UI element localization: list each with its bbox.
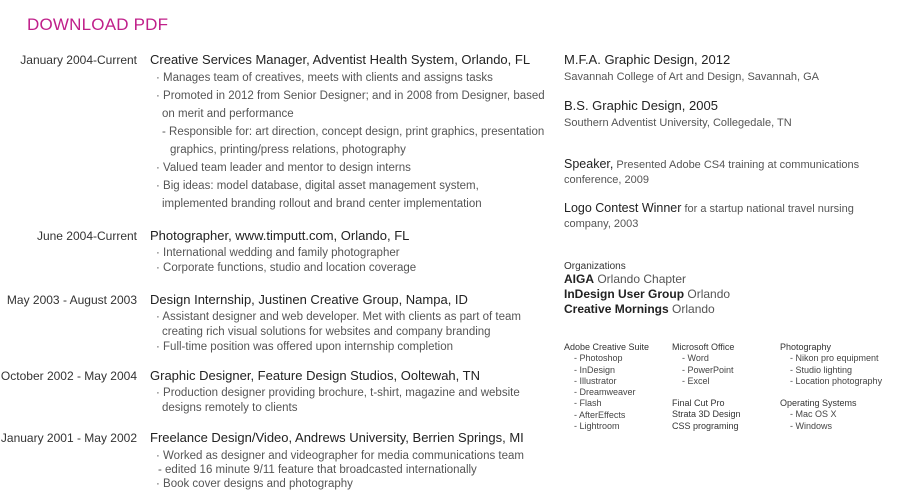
skill-item: - Illustrator <box>574 375 617 386</box>
education-entry <box>564 52 819 83</box>
bullet: · Corporate functions, studio and location coverage <box>156 262 417 274</box>
skills-adobe <box>564 342 649 432</box>
organization-name: Creative Mornings <box>564 302 669 316</box>
experience-date: May 2003 - August 2003 <box>6 293 137 307</box>
skill-item: - Mac OS X <box>790 409 837 420</box>
bullet: · Assistant designer and web developer. Met with clients as part of team <box>156 311 521 323</box>
bullet: · Book cover designs and photography <box>156 478 353 490</box>
bullet: creating rich visual solutions for websites and company branding <box>162 326 491 338</box>
bullet: · Full-time position was offered upon internship completion <box>156 341 454 353</box>
logo-contest-text: for a startup national travel nursing <box>681 203 854 215</box>
skills-heading: Operating Systems <box>780 398 857 409</box>
experience-bullets <box>150 69 550 213</box>
skill-item: - InDesign <box>574 364 616 375</box>
bullet: · Worked as designer and videographer for media communications team <box>156 450 524 462</box>
experience-role: Creative Services Manager, Adventist Health System, Orlando, FL <box>150 52 531 67</box>
experience-date: January 2001 - May 2002 <box>0 431 137 445</box>
experience-role: Photographer, www.timputt.com, Orlando, FL <box>150 228 410 243</box>
organizations-heading: Organizations <box>564 261 626 272</box>
skill-item: - Studio lighting <box>790 364 853 375</box>
experience-role: Freelance Design/Video, Andrews University, Berrien Springs, MI <box>150 430 524 445</box>
degree-school: Savannah College of Art and Design, Savannah, GA <box>564 71 820 83</box>
skill-item: - Lightroom <box>574 421 620 432</box>
download-pdf-link[interactable]: DOWNLOAD PDF <box>27 15 169 34</box>
skills-heading: Photography <box>780 342 832 352</box>
education-entry <box>564 98 792 129</box>
organization-detail: Orlando <box>684 287 731 301</box>
bullet: designs remotely to clients <box>162 402 298 414</box>
organization-detail: Orlando Chapter <box>594 272 687 286</box>
organization-item <box>564 287 730 302</box>
skill-item: Strata 3D Design <box>672 409 741 420</box>
bullet: · International wedding and family photographer <box>156 247 400 259</box>
experience-role: Graphic Designer, Feature Design Studios, Ooltewah, TN <box>150 368 480 383</box>
skill-item: - Location photography <box>790 375 883 386</box>
skill-item: - Word <box>682 353 709 364</box>
organization-detail: Orlando <box>668 302 715 316</box>
experience-date: October 2002 - May 2004 <box>0 369 137 383</box>
skill-item: - Photoshop <box>574 353 623 364</box>
skills-microsoft <box>672 342 741 432</box>
experience-date: January 2004-Current <box>20 53 137 67</box>
experience-bullets <box>150 386 550 416</box>
bullet: - Responsible for: art direction, concept design, print graphics, presentation <box>162 126 545 138</box>
skill-item: Final Cut Pro <box>672 398 725 409</box>
bullet: on merit and performance <box>162 108 294 120</box>
bullet: · Valued team leader and mentor to design interns <box>156 162 411 174</box>
experience-bullets <box>150 246 550 276</box>
logo-contest-text2: company, 2003 <box>564 218 639 230</box>
skill-item: - Windows <box>790 420 833 431</box>
speaker-text: Presented Adobe CS4 training at communications <box>613 159 860 171</box>
logo-contest-label: Logo Contest Winner <box>564 201 682 215</box>
degree-title: B.S. Graphic Design, 2005 <box>564 98 718 113</box>
skill-item: - Flash <box>574 398 602 409</box>
bullet: · Production designer providing brochure, t-shirt, magazine and website <box>156 387 520 399</box>
bullet: graphics, printing/press relations, photography <box>170 144 406 156</box>
logo-contest-award <box>564 201 864 232</box>
organization-name: AIGA <box>564 272 594 286</box>
skill-item: - PowerPoint <box>682 364 734 375</box>
bullet: implemented branding rollout and brand center implementation <box>162 198 482 210</box>
organization-name: InDesign User Group <box>564 287 685 301</box>
skills-photography <box>780 342 882 432</box>
organization-item <box>564 272 730 287</box>
organizations <box>564 261 730 317</box>
experience-bullets <box>150 310 550 355</box>
experience-role: Design Internship, Justinen Creative Group, Nampa, ID <box>150 292 468 307</box>
bullet: · Big ideas: model database, digital asset management system, <box>156 180 479 192</box>
experience-date: June 2004-Current <box>36 229 137 243</box>
experience-bullets <box>150 449 550 491</box>
degree-school: Southern Adventist University, Collegedale, TN <box>564 117 792 129</box>
skill-item: - Dreamweaver <box>574 387 636 398</box>
speaker-award <box>564 157 864 188</box>
skills-heading: Microsoft Office <box>672 342 735 352</box>
speaker-label: Speaker, <box>564 157 614 171</box>
skill-item: CSS programing <box>672 420 739 431</box>
skill-item: - Nikon pro equipment <box>790 353 879 364</box>
skills-heading: Adobe Creative Suite <box>564 342 650 352</box>
skill-item: - Excel <box>682 375 710 386</box>
bullet: · Manages team of creatives, meets with clients and assigns tasks <box>156 72 493 84</box>
skill-item: - AfterEffects <box>574 409 626 420</box>
organization-item <box>564 302 730 317</box>
bullet: - edited 16 minute 9/11 feature that broadcasted internationally <box>158 464 477 476</box>
degree-title: M.F.A. Graphic Design, 2012 <box>564 52 731 67</box>
speaker-text2: conference, 2009 <box>564 174 650 186</box>
bullet: · Promoted in 2012 from Senior Designer; and in 2008 from Designer, based <box>156 90 545 102</box>
